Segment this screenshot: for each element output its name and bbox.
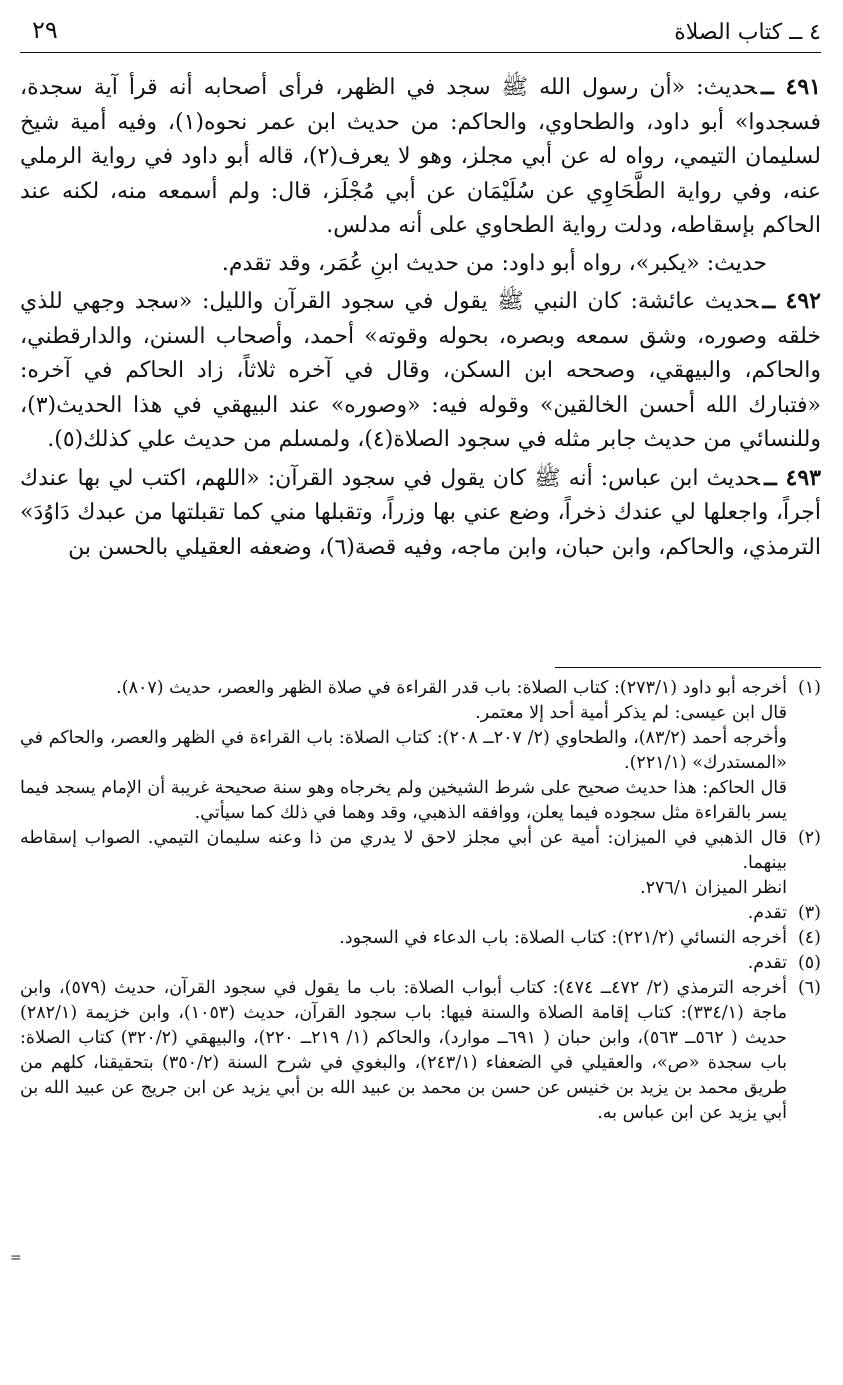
footnote <box>20 951 821 976</box>
hadith-note <box>20 247 821 282</box>
margin-mark: = <box>10 1250 22 1266</box>
footnote <box>20 926 821 951</box>
running-title: ٤ ــ كتاب الصلاة <box>674 20 821 45</box>
footnotes <box>20 676 821 1126</box>
hadith-number: ٤٩٢ ــ <box>762 288 821 314</box>
footnote <box>20 826 821 876</box>
footnote-text: أخرجه النسائي (٢٢١/٢): كتاب الصلاة: باب الدعاء في السجود. <box>339 928 787 948</box>
hadith-491 <box>20 70 821 244</box>
footnote-text: قال الذهبي في الميزان: أمية عن أبي مجلز لاحق لا يدري من ذا وعنه سليمان التيمي. الصواب إسقاطه بينهما. <box>20 828 787 873</box>
hadith-text: حديث: «يكبر»، رواه أبو داود: من حديث ابنِ عُمَر، وقد تقدم. <box>221 250 767 276</box>
footnote-number: (٢) <box>797 828 821 848</box>
footnote-text: تقدم. <box>747 953 787 973</box>
page-header <box>20 16 821 53</box>
footnote-text: قال ابن عيسى: لم يذكر أمية أحد إلا معتمر. <box>475 703 787 723</box>
hadith-text: حديث عائشة: كان النبي ﷺ يقول في سجود القرآن والليل: «سجد وجهي للذي خلقه وصوره، وشق سمعه وبصره، بحوله وقوته» أحمد، وأصحاب السنن، والدارقطني، والحاكم، والبيهقي، وصححه ابن السكن، وقال في آخره ثلاثاً، زاد الحاكم في آخره: «فتبارك الله أحسن الخالقين» وقوله فيه: «وصوره» عند البيهقي في هذا الحديث(٣)، وللنسائي من حديث جابر مثله في سجود الصلاة(٤)، ولمسلم من حديث علي كذلك(٥). <box>20 289 821 452</box>
footnote-separator <box>555 667 821 668</box>
hadith-492 <box>20 284 821 458</box>
footnote-number: (١) <box>797 678 821 698</box>
footnote-text: قال الحاكم: هذا حديث صحيح على شرط الشيخين ولم يخرجاه وهو سنة صحيحة غريبة أن الإمام يسجد فيما يسر بالقراءة مثل سجوده فيما يعلن، ووافقه الذهبي، وقد وهما في ذلك كما سيأتي. <box>20 778 787 823</box>
footnote-text: تقدم. <box>747 903 787 923</box>
footnote-number: (٣) <box>797 903 821 923</box>
footnote <box>20 901 821 926</box>
footnote-number: (٦) <box>797 978 821 998</box>
footnote-text: انظر الميزان ٢٧٦/١. <box>640 878 787 898</box>
hadith-number: ٤٩٣ ــ <box>763 464 821 491</box>
footnote-continuation <box>20 701 821 726</box>
footnote-number: (٤) <box>797 928 821 948</box>
main-text <box>20 70 821 565</box>
footnote-number: (٥) <box>797 953 821 973</box>
hadith-text: حديث ابن عباس: أنه ﷺ كان يقول في سجود القرآن: «اللهم، اكتب لي بها عندك أجراً، واجعلها لي عندك ذخراً، وضع عني بها وزراً، وتقبلها مني كما تقبلتها من عبدك دَاوُدَ» الترمذي، والحاكم، وابن حبان، وابن ماجه، وفيه قصة(٦)، وضعفه العقيلي بالحسن بن <box>20 465 821 560</box>
footnote <box>20 976 821 1126</box>
footnote-text: أخرجه أبو داود (٢٧٣/١): كتاب الصلاة: باب قدر القراءة في صلاة الظهر والعصر، حديث (٨٠٧). <box>116 678 787 698</box>
footnote-continuation <box>20 776 821 826</box>
footnote-text: وأخرجه أحمد (٨٣/٢)، والطحاوي (٢/ ٢٠٧ــ ٢٠٨): كتاب الصلاة: باب القراءة في الظهر والعصر، والحاكم في «المستدرك» (٢٢١/١). <box>20 728 787 773</box>
footnote-text: أخرجه الترمذي (٢/ ٤٧٢ــ ٤٧٤): كتاب أبواب الصلاة: باب ما يقول في سجود القرآن، حديث (٥٧٩)، وابن ماجة (٣٣٤/١): كتاب إقامة الصلاة والسنة فيها: باب سجود القرآن، حديث (١٠٥٣)، وابن خزيمة (٢٨٢/١) حديث ( ٥٦٢ــ ٥٦٣)، وابن حبان ( ٦٩١ــ موارد)، والحاكم (١/ ٢١٩ــ ٢٢٠)، والبيهقي (٣٢٠/٢) كتاب الصلاة: باب سجدة «ص»، والعقيلي في الضعفاء (٢٤٣/١)، والبغوي في شرح السنة (٣٥٠/٢) بتحقيقنا، كلهم من طريق محمد بن يزيد بن خنيس عن حسن بن محمد بن عبيد الله بن أبي يزيد عن ابن جريج عن عبيد الله بن أبي يزيد عن ابن عباس به. <box>20 978 788 1123</box>
hadith-text: حديث: «أن رسول الله ﷺ سجد في الظهر، فرأى أصحابه أنه قرأ آية سجدة، فسجدوا» أبو داود، والطحاوي، والحاكم: من حديث ابن عمر نحوه(١)، وفيه أمية شيخ لسليمان التيمي، رواه له عن أبي مجلز، وهو لا يعرف(٢)، قاله أبو داود في رواية الرملي عنه، وفي رواية الطَّحَاوِي عن سُلَيْمَان عن أبي مُجْلَز، قال: ولم أسمعه منه، لكنه عند الحاكم بإسقاطه، ودلت رواية الطحاوي على أنه مدلس. <box>20 75 822 238</box>
footnote-continuation <box>20 726 821 776</box>
hadith-493 <box>20 461 821 566</box>
footnote-continuation <box>20 876 821 901</box>
page-number: ٢٩ <box>32 16 58 44</box>
hadith-number: ٤٩١ ــ <box>760 74 821 100</box>
footnote <box>20 676 821 701</box>
